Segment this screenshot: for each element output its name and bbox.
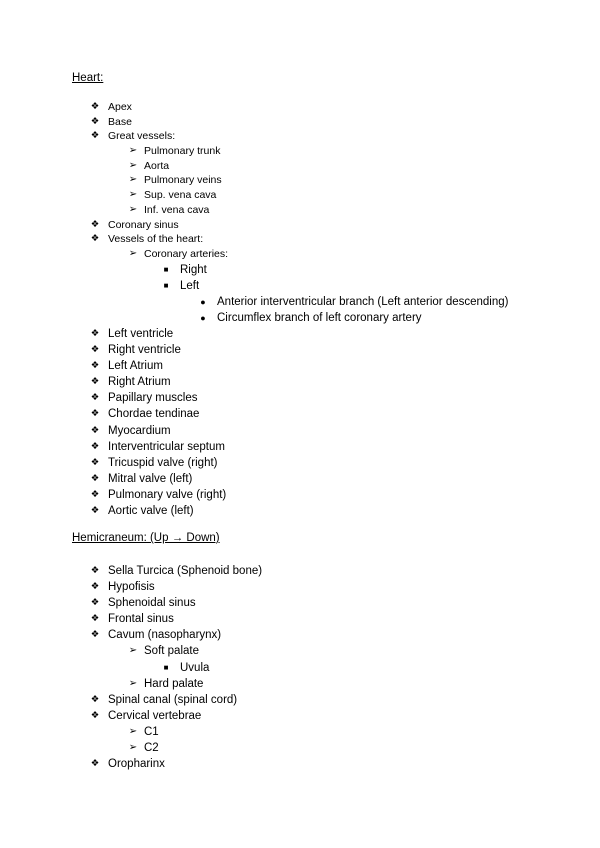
bullet-level1-icon: ❖ <box>90 233 100 245</box>
list-item <box>0 660 600 676</box>
bullet-level2-icon: ➢ <box>128 677 138 689</box>
list-item-text: Left <box>180 279 200 292</box>
bullet-level1-icon: ❖ <box>90 629 100 641</box>
bullet-level2-icon: ➢ <box>128 159 138 171</box>
bullet-level1-icon: ❖ <box>90 408 100 420</box>
list-item-text: Frontal sinus <box>108 613 174 626</box>
list-item-text: Right <box>180 263 207 276</box>
bullet-level1-icon: ❖ <box>90 709 100 721</box>
list-item <box>0 756 600 772</box>
bullet-level2-icon: ➢ <box>128 189 138 201</box>
list-item <box>0 326 600 342</box>
list-item <box>0 278 600 294</box>
bullet-level1-icon: ❖ <box>90 488 100 500</box>
hemicraneum-heading: Hemicraneum: (Up → Down) <box>72 532 220 544</box>
bullet-level3-icon: ■ <box>163 264 169 274</box>
list-item <box>0 374 600 390</box>
list-item <box>0 676 600 692</box>
list-item <box>0 310 600 326</box>
bullet-level1-icon: ❖ <box>90 327 100 339</box>
bullet-level3-icon: ■ <box>163 662 169 672</box>
bullet-level2-icon: ➢ <box>128 203 138 215</box>
list-item-text: Pulmonary veins <box>144 174 222 187</box>
list-item <box>0 740 600 756</box>
bullet-level1-icon: ❖ <box>90 101 100 112</box>
list-item-text: Pulmonary valve (right) <box>108 488 227 501</box>
list-item-text: Left Atrium <box>108 360 163 373</box>
list-item <box>0 342 600 358</box>
list-item <box>0 188 600 203</box>
list-item-text: Anterior interventricular branch (Left anterior descending) <box>217 295 509 308</box>
list-item-text: Tricuspid valve (right) <box>108 456 218 469</box>
list-item <box>0 627 600 643</box>
bullet-level4-icon: ● <box>200 312 206 323</box>
bullet-level2-icon: ➢ <box>128 742 138 754</box>
bullet-level1-icon: ❖ <box>90 130 100 142</box>
list-item-text: Cervical vertebrae <box>108 709 202 722</box>
bullet-level1-icon: ❖ <box>90 360 100 372</box>
list-item-text: Sphenoidal sinus <box>108 597 196 610</box>
list-item <box>0 724 600 740</box>
list-item <box>0 611 600 627</box>
list-item-text: C1 <box>144 725 159 738</box>
bullet-level1-icon: ❖ <box>90 693 100 705</box>
list-item <box>0 294 600 310</box>
list-item-text: Oropharinx <box>108 758 165 771</box>
list-item-text: Aorta <box>144 159 170 172</box>
list-item-text: Spinal canal (spinal cord) <box>108 693 238 706</box>
list-item-text: C2 <box>144 742 159 755</box>
bullet-level1-icon: ❖ <box>90 581 100 593</box>
bullet-level1-icon: ❖ <box>90 597 100 609</box>
list-item <box>0 218 600 233</box>
list-item <box>0 692 600 708</box>
list-item <box>0 203 600 218</box>
list-item <box>0 595 600 611</box>
list-item <box>0 455 600 471</box>
bullet-level2-icon: ➢ <box>128 645 138 657</box>
list-item-text: Coronary arteries: <box>144 247 229 260</box>
list-item-text: Interventricular septum <box>108 440 225 453</box>
bullet-level2-icon: ➢ <box>128 174 138 186</box>
list-item <box>0 708 600 724</box>
list-item <box>0 159 600 174</box>
bullet-level1-icon: ❖ <box>90 392 100 404</box>
list-item <box>0 173 600 188</box>
list-item <box>0 232 600 247</box>
list-item-text: Apex <box>108 101 132 113</box>
list-item-text: Base <box>108 115 132 128</box>
list-item <box>0 115 600 130</box>
bullet-level1-icon: ❖ <box>90 344 100 356</box>
list-item <box>0 563 600 579</box>
bullet-level1-icon: ❖ <box>90 565 100 576</box>
bullet-level1-icon: ❖ <box>90 758 100 770</box>
list-item-text: Hard palate <box>144 677 204 690</box>
bullet-level1-icon: ❖ <box>90 504 100 516</box>
list-item-text: Vessels of the heart: <box>108 233 204 246</box>
bullet-level2-icon: ➢ <box>128 725 138 737</box>
list-item <box>0 100 600 115</box>
list-item-text: Cavum (nasopharynx) <box>108 629 222 642</box>
list-item <box>0 262 600 278</box>
list-item-text: Aortic valve (left) <box>108 504 194 517</box>
bullet-level1-icon: ❖ <box>90 472 100 484</box>
bullet-level1-icon: ❖ <box>90 218 100 230</box>
list-item-text: Uvula <box>180 661 210 674</box>
list-item <box>0 406 600 422</box>
list-item-text: Left ventricle <box>108 327 174 340</box>
heart-list <box>0 100 600 519</box>
list-item <box>0 579 600 595</box>
list-item-text: Sella Turcica (Sphenoid bone) <box>108 565 263 577</box>
list-item <box>0 439 600 455</box>
list-item <box>0 358 600 374</box>
list-item <box>0 503 600 519</box>
heart-heading: Heart: <box>72 72 104 84</box>
list-item <box>0 643 600 659</box>
bullet-level4-icon: ● <box>200 296 206 307</box>
list-item <box>0 144 600 159</box>
list-item-text: Myocardium <box>108 424 171 437</box>
bullet-level1-icon: ❖ <box>90 376 100 388</box>
list-item <box>0 423 600 439</box>
bullet-level1-icon: ❖ <box>90 440 100 452</box>
list-item-text: Mitral valve (left) <box>108 472 193 485</box>
list-item <box>0 390 600 406</box>
list-item-text: Sup. vena cava <box>144 189 217 202</box>
list-item-text: Papillary muscles <box>108 392 198 405</box>
bullet-level2-icon: ➢ <box>128 247 138 259</box>
list-item-text: Coronary sinus <box>108 218 179 231</box>
bullet-level1-icon: ❖ <box>90 424 100 436</box>
list-item <box>0 129 600 144</box>
bullet-level3-icon: ■ <box>163 280 169 290</box>
bullet-level2-icon: ➢ <box>128 145 138 157</box>
list-item <box>0 247 600 262</box>
list-item <box>0 471 600 487</box>
hemicraneum-list <box>0 563 600 772</box>
list-item-text: Chordae tendinae <box>108 408 200 421</box>
bullet-level1-icon: ❖ <box>90 115 100 127</box>
bullet-level1-icon: ❖ <box>90 456 100 468</box>
list-item-text: Soft palate <box>144 645 199 658</box>
list-item-text: Hypofisis <box>108 581 155 594</box>
list-item-text: Right Atrium <box>108 376 171 389</box>
list-item-text: Great vessels: <box>108 130 176 143</box>
bullet-level1-icon: ❖ <box>90 613 100 625</box>
list-item-text: Pulmonary trunk <box>144 145 221 158</box>
list-item-text: Circumflex branch of left coronary artery <box>217 311 422 324</box>
list-item <box>0 487 600 503</box>
list-item-text: Inf. vena cava <box>144 203 210 216</box>
list-item-text: Right ventricle <box>108 344 181 357</box>
